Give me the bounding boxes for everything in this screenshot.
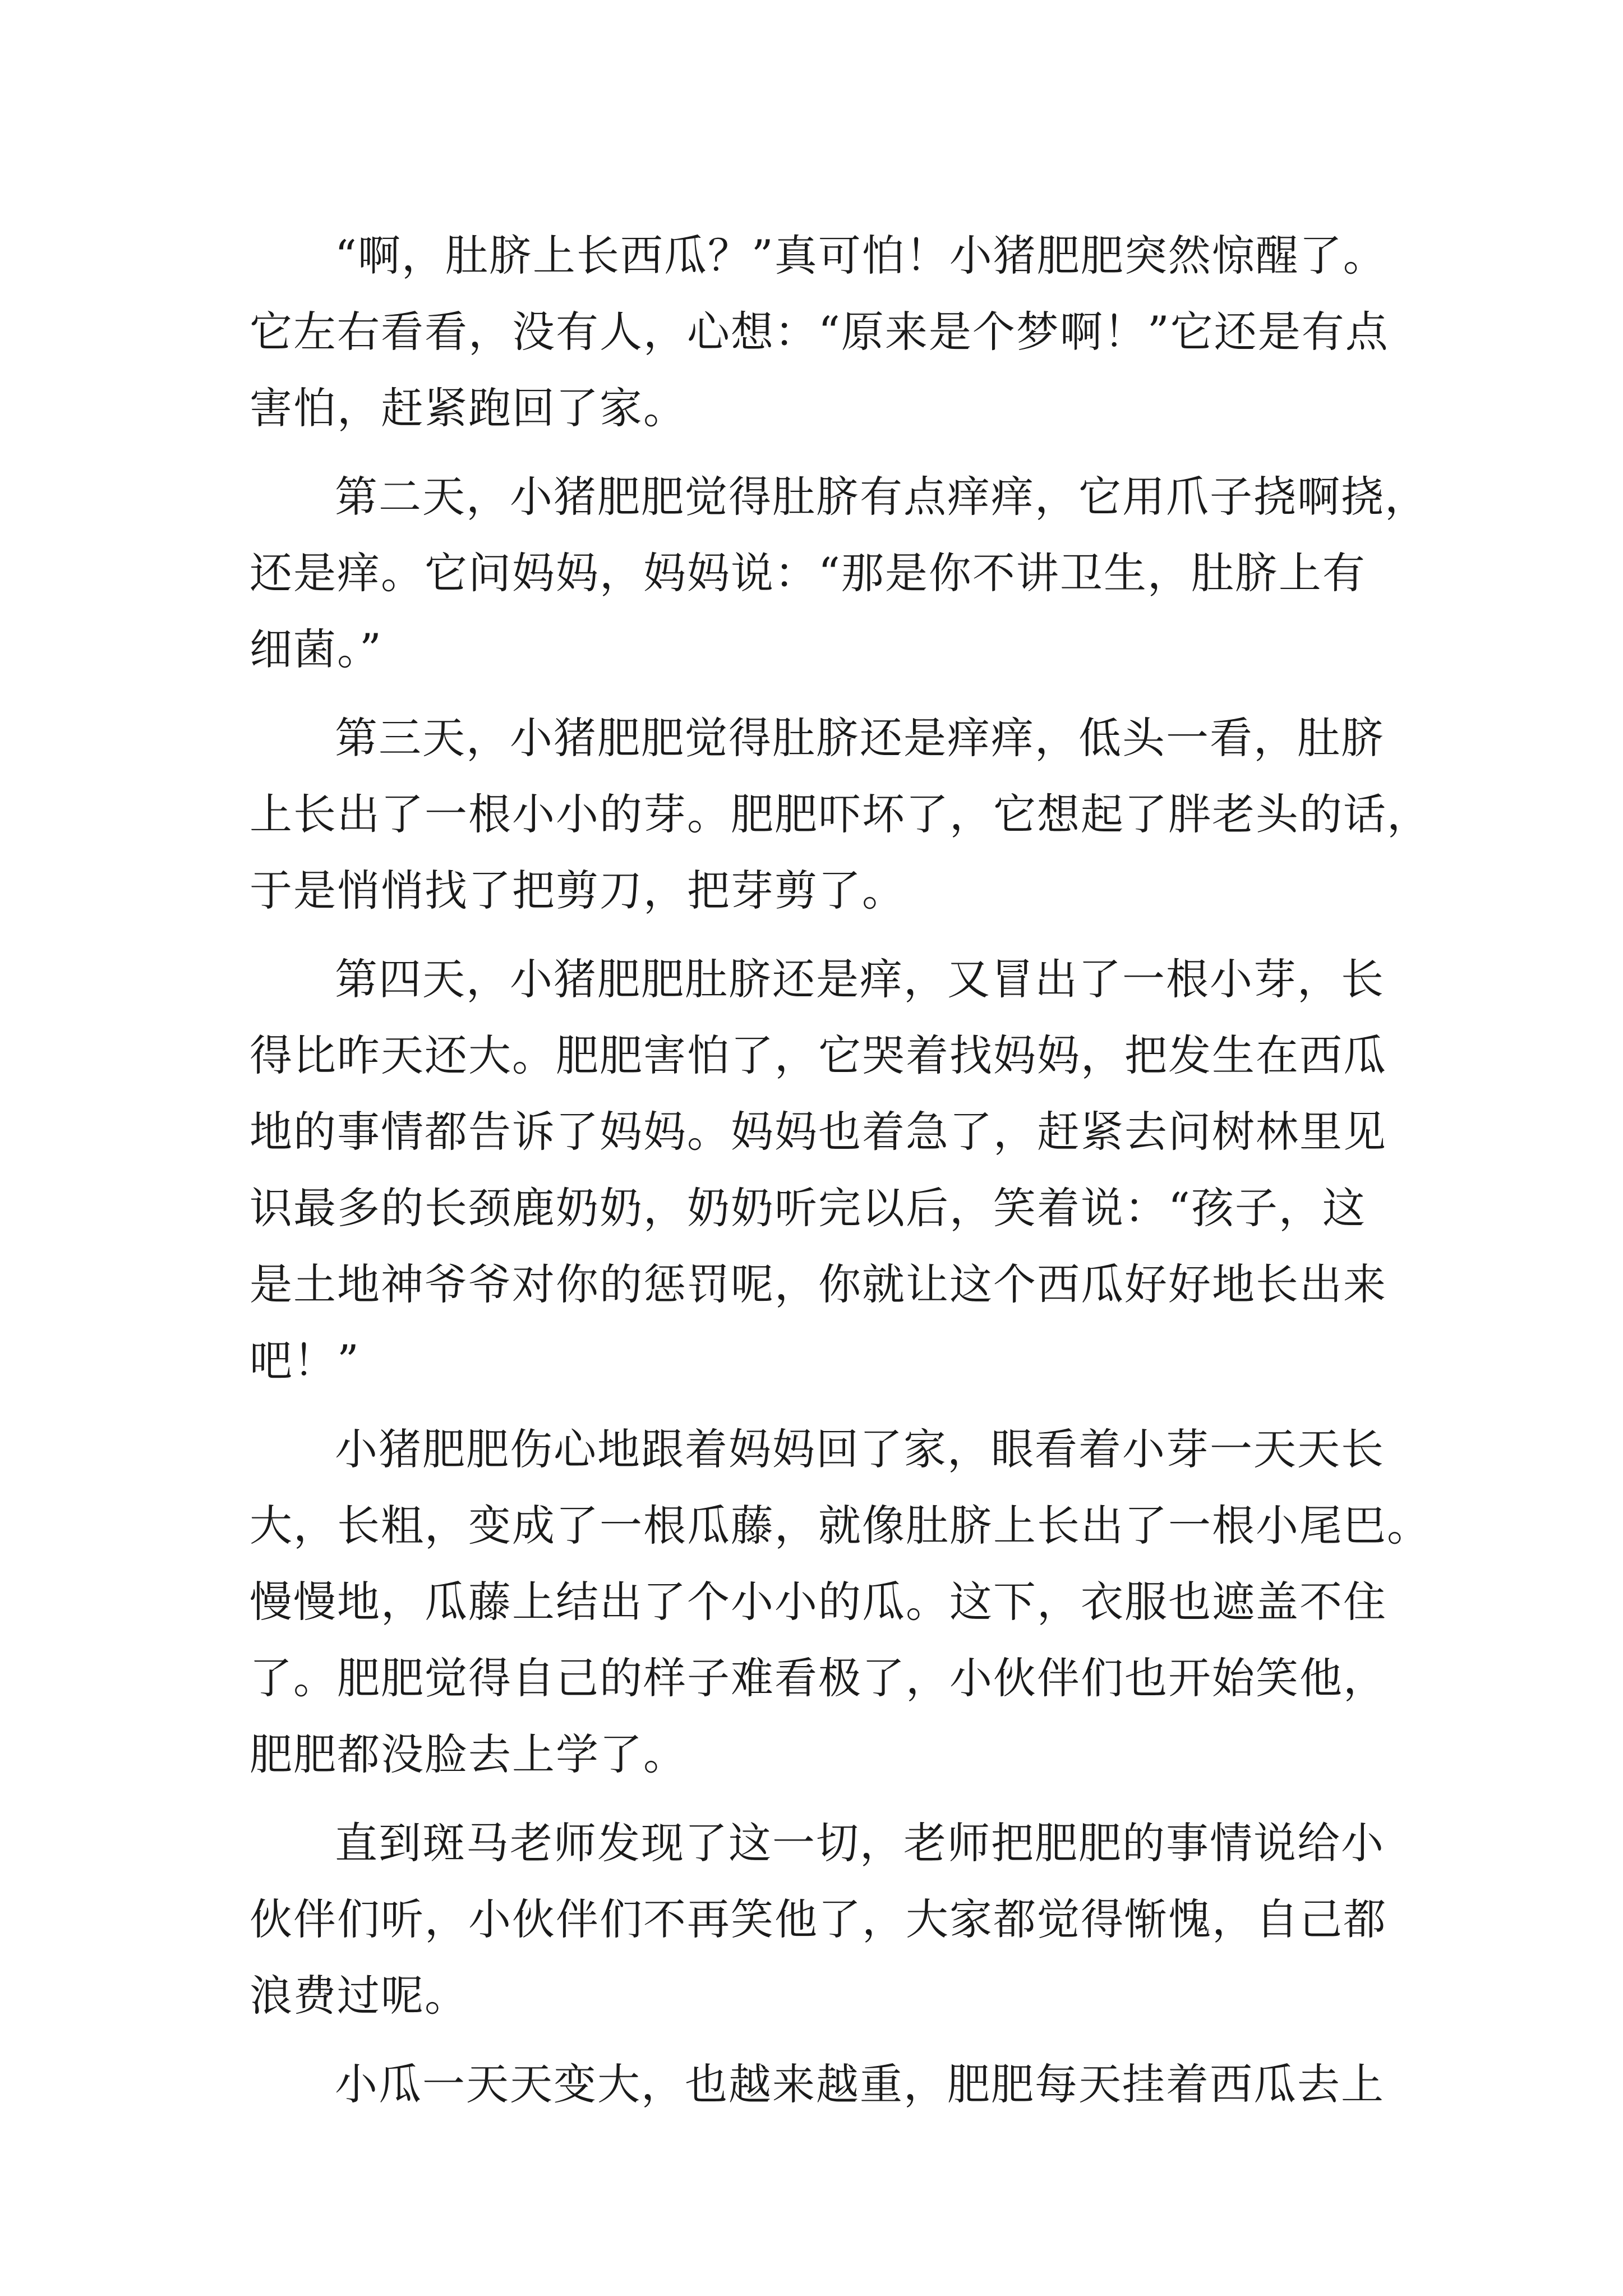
text-line: 第三天，小猪肥肥觉得肚脐还是痒痒，低头一看，肚脐 [335,713,1385,763]
paragraph [250,2046,1388,2123]
paragraph [250,700,1431,929]
text-line: 小猪肥肥伤心地跟着妈妈回了家，眼看着小芽一天天长 [335,1424,1385,1474]
text-line: 上长出了一根小小的芽。肥肥吓坏了，它想起了胖老头的话， [250,789,1431,839]
text-line: 害怕，赶紧跑回了家。 [250,383,687,433]
paragraph [250,1411,1431,1793]
text-line: 慢慢地，瓜藤上结出了个小小的瓜。这下，衣服也遮盖不住 [250,1577,1387,1627]
paragraph [250,1805,1388,2034]
text-line: 于是悄悄找了把剪刀，把芽剪了。 [250,866,906,915]
paragraph [250,218,1388,447]
paragraph [250,941,1388,1399]
document-body [250,218,1431,2123]
text-line: 识最多的长颈鹿奶奶，奶奶听完以后，笑着说：“孩子，这 [250,1183,1366,1233]
text-line: 浪费过呢。 [250,1971,468,2021]
text-line: 肥肥都没脸去上学了。 [250,1729,687,1779]
text-line: 大，长粗，变成了一根瓜藤，就像肚脐上长出了一根小尾巴。 [250,1501,1431,1550]
text-line: 小瓜一天天变大，也越来越重，肥肥每天挂着西瓜去上 [335,2059,1385,2109]
text-line: 第二天，小猪肥肥觉得肚脐有点痒痒，它用爪子挠啊挠， [335,472,1428,522]
text-line: 细菌。” [250,624,382,674]
text-line: 它左右看看，没有人，心想：“原来是个梦啊！”它还是有点 [250,307,1389,357]
text-line: 得比昨天还大。肥肥害怕了，它哭着找妈妈，把发生在西瓜 [250,1030,1387,1080]
text-line: 地的事情都告诉了妈妈。妈妈也着急了，赶紧去问树林里见 [250,1107,1387,1157]
text-line: 了。肥肥觉得自己的样子难看极了，小伙伴们也开始笑他， [250,1653,1387,1703]
text-line: 还是痒。它问妈妈，妈妈说：“那是你不讲卫生，肚脐上有 [250,548,1366,598]
text-line: 伙伴们听，小伙伴们不再笑他了，大家都觉得惭愧，自己都 [250,1894,1387,1944]
text-line: 是土地神爷爷对你的惩罚呢，你就让这个西瓜好好地长出来 [250,1259,1387,1309]
text-line: 第四天，小猪肥肥肚脐还是痒，又冒出了一根小芽，长 [335,954,1385,1004]
text-line: 直到斑马老师发现了这一切，老师把肥肥的事情说给小 [335,1818,1385,1868]
text-line: “啊，肚脐上长西瓜？”真可怕！小猪肥肥突然惊醒了。 [335,231,1387,280]
text-line: 吧！” [250,1336,360,1386]
paragraph [250,459,1428,688]
